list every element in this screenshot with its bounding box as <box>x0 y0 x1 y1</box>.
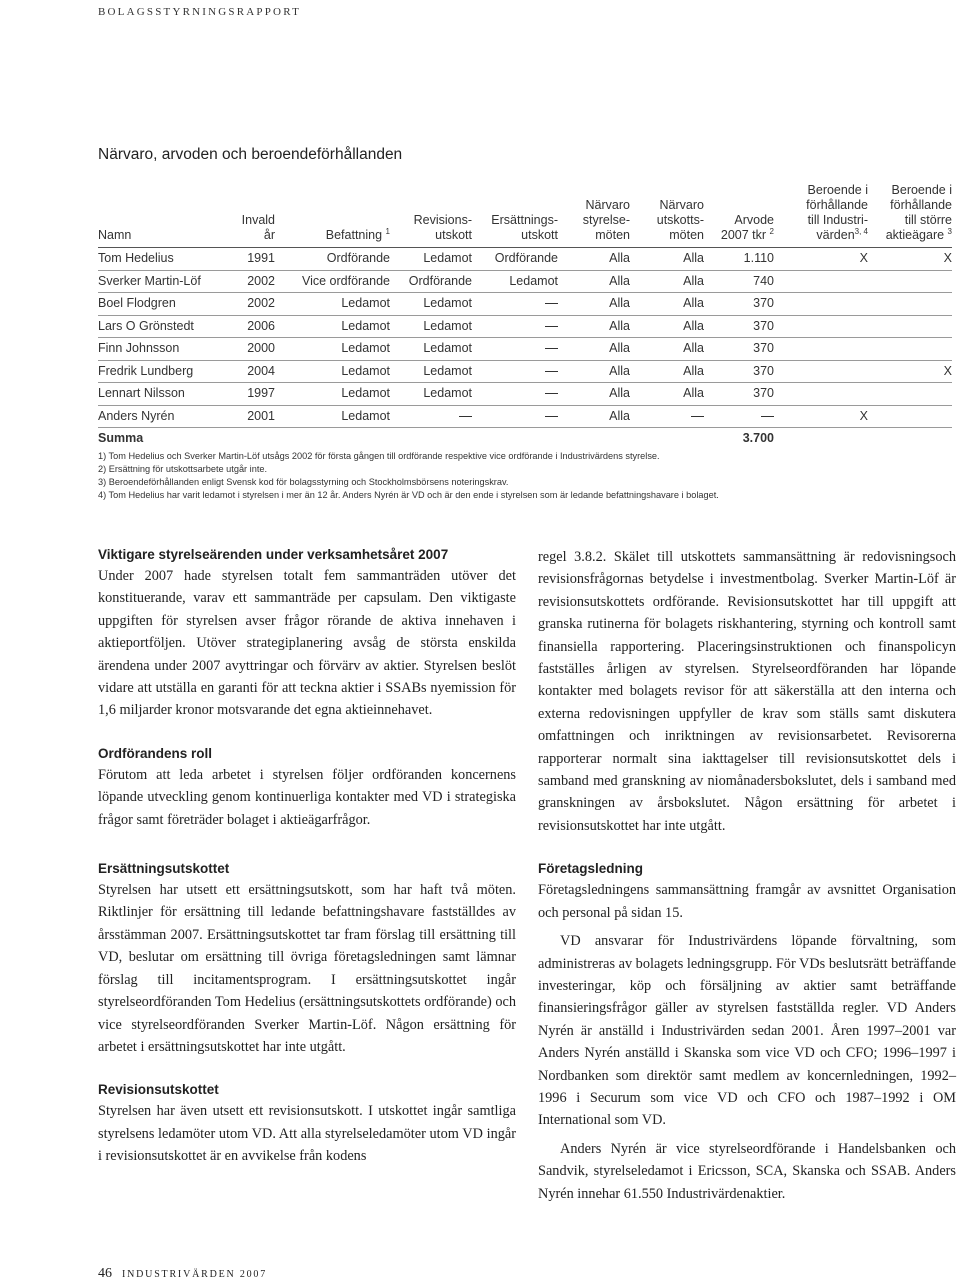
cell-compensation-committee <box>472 319 558 333</box>
cell-year: 2004 <box>247 363 275 378</box>
table-header <box>98 166 952 248</box>
cell-position: Ledamot <box>341 363 390 378</box>
header-independence-industrivarden: Beroende i förhållande till Industri- värden$^{3, 4}$ <box>806 183 868 242</box>
publication-name: INDUSTRIVÄRDEN 2007 <box>122 1269 268 1280</box>
cell-committee-meetings: Alla <box>683 273 704 288</box>
header-committee-meetings: Närvaro utskotts- möten <box>656 198 704 242</box>
cell-independence-major-shareholders: X <box>943 251 952 265</box>
cell-year: 2002 <box>247 273 275 288</box>
left-column <box>98 545 516 1168</box>
header-position: Befattning $^1$ <box>325 226 390 242</box>
table-row <box>98 406 952 429</box>
header-name: Namn <box>98 228 132 242</box>
cell-year: 1991 <box>247 251 275 265</box>
table-row <box>98 248 952 271</box>
cell-committee-meetings: Alla <box>683 296 704 310</box>
cell-position: Vice ordförande <box>301 273 390 288</box>
cell-compensation-committee <box>472 341 558 355</box>
cell-fee: 370 <box>753 363 774 378</box>
cell-year: 2001 <box>247 408 275 423</box>
header-compensation-committee: Ersättnings- utskott <box>491 213 558 242</box>
cell-independence-industrivarden: X <box>859 251 868 265</box>
cell-name: Fredrik Lundberg <box>98 363 194 378</box>
paragraph-viktigare: Under 2007 hade styrelsen totalt fem sammanträden utöver det konstituerande, varav ett sammanträde per capsulam. Den viktigaste uppgiften för styrelsen avser frågor rörande de aktiva innehaven i aktieportföljen. Utöver strategiplanering avsåg de största enskilda ärendena under 2007 avyttringar och förvärv av aktier. Styrelsen beslöt vidare att utställa en garanti för att teckna aktier i SSABs nyemission för 1,6 miljarder kronor motsvarande det egna aktieinnehavet. <box>98 568 516 719</box>
dash-mark <box>459 416 472 417</box>
cell-fee: 1.110 <box>743 251 774 265</box>
cell-compensation-committee <box>472 296 558 310</box>
header-year: Invald år <box>241 213 275 242</box>
cell-independence-industrivarden: X <box>859 408 868 423</box>
paragraph-revision-continued: regel 3.8.2. Skälet till utskottets sammansättning är redovisningsoch revisionsfrågornas betydelse i investmentbolag. Sverker Martin-Löf är revisionsutskottets ordförande. Revisionsutskottet har till uppgift att granska rutinerna för bolagets riskhantering, styrning och kontroll samt finansiella rapportering. Placeringsinstruktionen och finanspolicyn fastställes årligen av styrelsen. Styrelseordföranden har löpande kontakter med bolagets revisor för att säkerställa att den interna och externa redovisningen uppfyller de krav som ställs samt diskutera omfattningen och inriktningen av revisionsarbetet. Revisorerna rapporterar normalt sina iakttagelser till revisionsutskottet dels i samband med granskning av niomånadersbokslutet, dels i samband med granskningen av årsbokslutet. Någon ersättning för arbetet i revisionsutskottet har inte utgått. <box>538 549 956 834</box>
cell-fee: 370 <box>753 296 774 310</box>
cell-position: Ledamot <box>341 341 390 355</box>
table-body <box>98 248 952 428</box>
cell-audit-committee: Ledamot <box>423 318 472 333</box>
table-footnotes <box>98 450 719 502</box>
cell-board-meetings: Alla <box>609 251 630 265</box>
cell-audit-committee: Ledamot <box>423 386 472 400</box>
paragraph-ledning-2: VD ansvarar för Industrivärdens löpande förvaltning, som administreras av bolagets ledningsgrupp. För VDs beslutsrätt beträffande investeringar, köp och försäljning av aktier samt beträffande finansieringsfrågor gäller av styrelsen fastställda regler. VD Anders Nyrén är anställd i Industrivärden sedan 2001. Åren 1997–2001 var Anders Nyrén anställd i Skanska som vice VD och CFO; 1996–1997 i Nordbanken som direktör samt medlem av koncernledningen, 1992–1996 i Securum som vice VD och CFO och 1987–1992 i OM International som VD. <box>538 933 956 1129</box>
table-row <box>98 338 952 361</box>
cell-committee-meetings: Alla <box>683 318 704 333</box>
right-column <box>538 546 956 1205</box>
cell-name: Tom Hedelius <box>98 251 174 265</box>
header-board-meetings: Närvaro styrelse- möten <box>582 198 630 242</box>
attendance-table <box>98 166 952 451</box>
cell-year: 1997 <box>247 386 275 400</box>
header-independence-major-shareholders: Beroende i förhållande till större aktieägare $^3$ <box>885 183 952 242</box>
dash-mark <box>545 348 558 349</box>
cell-position: Ledamot <box>341 318 390 333</box>
cell-audit-committee: Ledamot <box>423 363 472 378</box>
cell-board-meetings: Alla <box>609 318 630 333</box>
running-header: BOLAGSSTYRNINGSRAPPORT <box>98 6 301 18</box>
cell-audit-committee: Ordförande <box>408 273 472 288</box>
cell-fee <box>704 409 774 423</box>
cell-position: Ordförande <box>326 251 390 265</box>
cell-compensation-committee <box>472 409 558 423</box>
paragraph-ledning-3: Anders Nyrén är vice styrelseordförande i Handelsbanken och Sandvik, styrelseledamot i Ericsson, SCA, Skanska och SSAB. Anders Nyrén innehar 61.550 Industrivärdenaktier. <box>538 1140 956 1202</box>
cell-committee-meetings: Alla <box>683 363 704 378</box>
cell-fee: 370 <box>753 318 774 333</box>
cell-year: 2002 <box>247 296 275 310</box>
dash-mark <box>545 393 558 394</box>
dash-mark <box>545 416 558 417</box>
dash-mark <box>761 416 774 417</box>
dash-mark <box>545 371 558 372</box>
heading-revision: Revisionsutskottet <box>98 1082 219 1098</box>
page-number: 46 <box>98 1266 112 1280</box>
cell-position: Ledamot <box>341 408 390 423</box>
cell-committee-meetings: Alla <box>683 386 704 400</box>
cell-name: Sverker Martin-Löf <box>98 273 201 288</box>
cell-board-meetings: Alla <box>609 408 630 423</box>
cell-board-meetings: Alla <box>609 273 630 288</box>
cell-name: Lars O Grönstedt <box>98 318 194 333</box>
heading-viktigare: Viktigare styrelseärenden under verksamhetsåret 2007 <box>98 547 449 562</box>
footnote: 2) Ersättning för utskottsarbete utgår inte. <box>98 464 268 474</box>
cell-name: Lennart Nilsson <box>98 386 185 400</box>
table-row <box>98 316 952 339</box>
cell-year: 2006 <box>247 318 275 333</box>
cell-name: Boel Flodgren <box>98 296 176 310</box>
section-title: Närvaro, arvoden och beroendeförhållanden <box>98 146 403 163</box>
page-footer <box>98 1264 267 1280</box>
heading-ersattning: Ersättningsutskottet <box>98 861 230 877</box>
table-row <box>98 271 952 294</box>
summa-label: Summa <box>98 431 144 445</box>
header-audit-committee: Revisions- utskott <box>413 213 472 242</box>
cell-board-meetings: Alla <box>609 296 630 310</box>
paragraph-revision: Styrelsen har även utsett ett revisionsutskott. I utskottet ingår samtliga styrelsens ledamöter utom VD. Att alla styrelseledamöter utom VD ingår i revisionsutskottet är en avvikelse från kodens <box>98 1103 516 1165</box>
heading-ledning: Företagsledning <box>538 861 644 877</box>
cell-fee: 370 <box>753 386 774 400</box>
cell-fee: 370 <box>753 341 774 355</box>
table-row <box>98 361 952 384</box>
cell-board-meetings: Alla <box>609 386 630 400</box>
cell-board-meetings: Alla <box>609 363 630 378</box>
cell-position: Ledamot <box>341 386 390 400</box>
cell-audit-committee: Ledamot <box>423 251 472 265</box>
footnote: 1) Tom Hedelius och Sverker Martin-Löf utsågs 2002 för första gången till ordförande respektive vice ordförande i Industrivärdens styrelse. <box>98 451 660 461</box>
header-fee: Arvode 2007 tkr $^2$ <box>720 213 774 242</box>
cell-compensation-committee <box>472 364 558 378</box>
cell-compensation-committee: Ledamot <box>509 273 558 288</box>
cell-fee: 740 <box>753 273 774 288</box>
summa-fee: 3.700 <box>742 431 774 445</box>
cell-name: Finn Johnsson <box>98 341 180 355</box>
footnote: 4) Tom Hedelius har varit ledamot i styrelsen i mer än 12 år. Anders Nyrén är VD och är den ende i styrelsen som är ledande befattningshavare i bolaget. <box>98 490 719 500</box>
cell-board-meetings: Alla <box>609 341 630 355</box>
cell-compensation-committee: Ordförande <box>494 251 558 265</box>
footnote: 3) Beroendeförhållanden enligt Svensk kod för bolagsstyrning och Stockholmsbörsens noteringskrav. <box>98 477 509 487</box>
heading-ordforande: Ordförandens roll <box>98 745 213 761</box>
cell-position: Ledamot <box>341 296 390 310</box>
cell-committee-meetings <box>630 409 704 423</box>
cell-audit-committee <box>390 409 472 423</box>
dash-mark <box>691 416 704 417</box>
cell-committee-meetings: Alla <box>683 341 704 355</box>
dash-mark <box>545 326 558 327</box>
cell-independence-major-shareholders: X <box>943 363 952 378</box>
cell-audit-committee: Ledamot <box>423 341 472 355</box>
cell-committee-meetings: Alla <box>683 251 704 265</box>
paragraph-ledning-1: Företagsledningens sammansättning framgår av avsnittet Organisation och personal på sidan 15. <box>538 882 956 921</box>
dash-mark <box>545 303 558 304</box>
cell-compensation-committee <box>472 386 558 400</box>
table-row <box>98 293 952 316</box>
cell-audit-committee: Ledamot <box>423 296 472 310</box>
paragraph-ersattning: Styrelsen har utsett ett ersättningsutskott, som har haft två möten. Riktlinjer för ersättning till ledande befattningshavare fastställdes av årsstämman 2007. Ersättningsutskottet tar fram förslag till ersättning till VD, beslutar om ersättning till övriga företagsledningen samt lämnar förslag till incitamentsprogram. I ersättningsutskottet ingår styrelseordföranden Tom Hedelius (ersättningsutskottets ordförande) och vice styrelseordföranden Sverker Martin-Löf. Någon ersättning för arbetet i ersättningsutskottet har inte utgått. <box>98 882 516 1055</box>
cell-name: Anders Nyrén <box>98 408 175 423</box>
cell-year: 2000 <box>247 341 275 355</box>
paragraph-ordforande: Förutom att leda arbetet i styrelsen följer ordföranden koncernens löpande utveckling genom kontinuerliga kontakter med VD i strategiska frågor samt företräder bolaget i aktieägarfrågor. <box>98 766 516 828</box>
summa-row <box>98 428 952 451</box>
table-row <box>98 383 952 406</box>
